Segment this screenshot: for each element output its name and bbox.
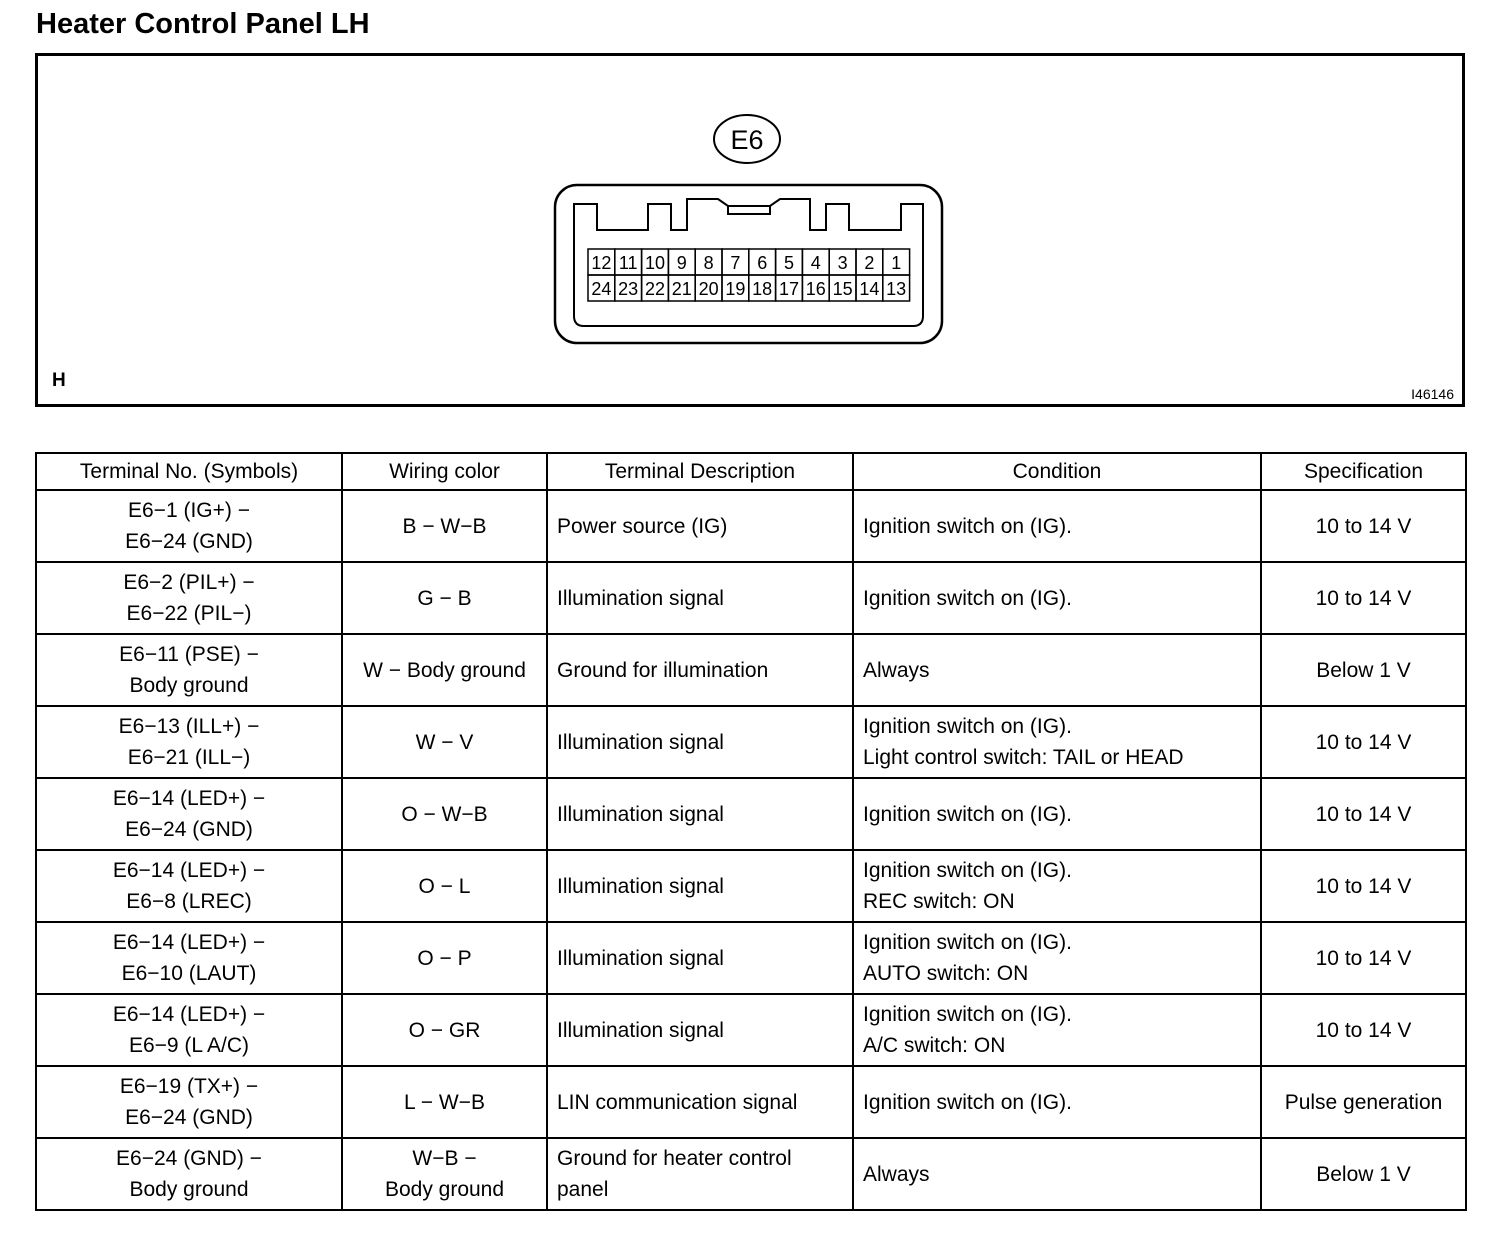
table-row (36, 490, 1466, 562)
cell-wiring-color-line: L − W−B (404, 1090, 485, 1114)
terminal-number: 23 (618, 279, 639, 299)
cell-wiring-color-line: B − W−B (402, 514, 487, 538)
cell-condition (853, 490, 1261, 562)
cell-condition (853, 1138, 1261, 1210)
cell-condition-line: Ignition switch on (IG). (863, 715, 1072, 738)
table-row (36, 1066, 1466, 1138)
cell-wiring-color (342, 994, 547, 1066)
cell-terminal (36, 778, 342, 850)
cell-specification: 10 to 14 V (1261, 778, 1466, 850)
connector-lock-tab (728, 206, 770, 214)
cell-description (547, 922, 853, 994)
table-row (36, 778, 1466, 850)
figure-id: I46146 (1411, 386, 1454, 402)
terminal-number: 18 (752, 279, 773, 299)
cell-description-line: panel (557, 1178, 609, 1201)
cell-terminal (36, 994, 342, 1066)
cell-condition-line: Ignition switch on (IG). (863, 802, 1072, 826)
cell-terminal-line: E6−10 (LAUT) (121, 962, 257, 985)
cell-condition (853, 1066, 1261, 1138)
cell-condition (853, 850, 1261, 922)
cell-specification: 10 to 14 V (1261, 562, 1466, 634)
cell-description (547, 706, 853, 778)
header-terminal: Terminal No. (Symbols) (36, 453, 342, 490)
terminal-number: 12 (591, 253, 612, 273)
cell-condition-line: Ignition switch on (IG). (863, 1090, 1072, 1114)
cell-condition (853, 562, 1261, 634)
cell-terminal-line: E6−14 (LED+) − (112, 931, 266, 954)
cell-wiring-color (342, 850, 547, 922)
terminal-number: 14 (859, 279, 880, 299)
connector-label: E6 (730, 125, 764, 155)
header-condition: Condition (853, 453, 1261, 490)
header-description: Terminal Description (547, 453, 853, 490)
cell-condition (853, 634, 1261, 706)
cell-wiring-color (342, 634, 547, 706)
cell-terminal-line: E6−21 (ILL−) (127, 746, 251, 769)
cell-condition-line: Always (863, 658, 930, 682)
cell-specification: 10 to 14 V (1261, 994, 1466, 1066)
cell-wiring-color (342, 1138, 547, 1210)
corner-letter: H (52, 370, 66, 391)
cell-wiring-color (342, 562, 547, 634)
cell-condition-line: REC switch: ON (863, 890, 1015, 913)
cell-wiring-color-line: Body ground (384, 1178, 505, 1201)
cell-condition-line: Ignition switch on (IG). (863, 931, 1072, 954)
cell-description (547, 850, 853, 922)
cell-terminal-line: Body ground (129, 1178, 249, 1201)
cell-specification: Below 1 V (1261, 1138, 1466, 1210)
connector-drawing (38, 56, 1462, 404)
table-header-row (36, 453, 1466, 490)
table-row (36, 850, 1466, 922)
cell-condition-line: Ignition switch on (IG). (863, 586, 1072, 610)
terminal-number: 2 (864, 253, 875, 273)
terminal-grid (588, 249, 910, 301)
terminal-number: 9 (676, 253, 687, 273)
cell-terminal-line: E6−14 (LED+) − (112, 787, 266, 810)
terminal-number: 20 (698, 279, 719, 299)
cell-specification: 10 to 14 V (1261, 850, 1466, 922)
terminal-number: 24 (591, 279, 612, 299)
cell-wiring-color-line: G − B (417, 586, 472, 610)
cell-condition (853, 706, 1261, 778)
terminal-number: 5 (783, 253, 795, 273)
terminal-number: 8 (703, 253, 714, 273)
cell-wiring-color-line: O − L (418, 874, 471, 898)
cell-description-line: LIN communication signal (557, 1090, 798, 1114)
terminal-number: 15 (832, 279, 853, 299)
cell-terminal (36, 562, 342, 634)
cell-description-line: Illumination signal (557, 874, 724, 898)
terminal-number: 6 (757, 253, 768, 273)
cell-description-line: Ground for heater control (557, 1147, 792, 1170)
terminal-number: 16 (805, 279, 826, 299)
cell-specification: 10 to 14 V (1261, 922, 1466, 994)
table-row (36, 922, 1466, 994)
cell-description (547, 1138, 853, 1210)
cell-terminal-line: E6−9 (L A/C) (128, 1034, 250, 1057)
cell-wiring-color (342, 706, 547, 778)
terminal-number: 21 (671, 279, 692, 299)
cell-terminal-line: E6−8 (LREC) (126, 890, 252, 913)
cell-terminal-line: E6−24 (GND) (125, 1106, 253, 1129)
cell-description (547, 994, 853, 1066)
cell-wiring-color-line: O − P (417, 946, 472, 970)
cell-terminal-line: E6−19 (TX+) − (119, 1075, 259, 1098)
cell-description-line: Illumination signal (557, 586, 724, 610)
cell-terminal (36, 1066, 342, 1138)
cell-description-line: Illumination signal (557, 730, 724, 754)
cell-description (547, 562, 853, 634)
cell-description (547, 490, 853, 562)
cell-wiring-color-line: W−B − (412, 1147, 477, 1170)
header-specification: Specification (1261, 453, 1466, 490)
cell-wiring-color-line: O − W−B (401, 802, 488, 826)
cell-terminal-line: E6−22 (PIL−) (126, 602, 252, 625)
table-row (36, 994, 1466, 1066)
terminal-number: 17 (778, 279, 800, 299)
cell-terminal (36, 706, 342, 778)
terminal-number: 22 (644, 279, 666, 299)
cell-specification: Below 1 V (1261, 634, 1466, 706)
cell-terminal (36, 634, 342, 706)
cell-terminal-line: E6−11 (PSE) − (119, 643, 259, 666)
header-wiring-color: Wiring color (342, 453, 547, 490)
cell-wiring-color-line: O − GR (408, 1018, 481, 1042)
cell-condition (853, 922, 1261, 994)
cell-condition-line: A/C switch: ON (863, 1034, 1006, 1057)
terminal-number: 3 (837, 253, 848, 273)
terminal-number: 10 (644, 253, 666, 273)
cell-description (547, 634, 853, 706)
cell-wiring-color (342, 778, 547, 850)
table-row (36, 562, 1466, 634)
cell-terminal-line: E6−1 (IG+) − (128, 499, 250, 522)
terminal-number: 7 (730, 253, 741, 273)
cell-description-line: Illumination signal (557, 1018, 724, 1042)
table-row (36, 634, 1466, 706)
cell-description-line: Illumination signal (557, 946, 724, 970)
cell-condition-line: Ignition switch on (IG). (863, 514, 1072, 538)
cell-specification: 10 to 14 V (1261, 706, 1466, 778)
cell-condition (853, 994, 1261, 1066)
cell-terminal (36, 850, 342, 922)
terminal-number: 11 (618, 253, 638, 273)
cell-condition-line: Always (863, 1162, 930, 1186)
cell-terminal (36, 1138, 342, 1210)
cell-wiring-color (342, 922, 547, 994)
cell-condition-line: Ignition switch on (IG). (863, 1003, 1072, 1026)
page-title: Heater Control Panel LH (36, 8, 370, 40)
cell-description-line: Illumination signal (557, 802, 724, 826)
terminal-spec-table (35, 452, 1467, 1211)
cell-condition (853, 778, 1261, 850)
terminal-number: 19 (725, 279, 746, 299)
cell-terminal (36, 922, 342, 994)
cell-terminal-line: E6−13 (ILL+) − (118, 715, 260, 738)
cell-terminal-line: E6−14 (LED+) − (112, 859, 266, 882)
cell-specification: 10 to 14 V (1261, 490, 1466, 562)
cell-terminal-line: E6−14 (LED+) − (112, 1003, 266, 1026)
table-row (36, 1138, 1466, 1210)
cell-wiring-color-line: W − V (415, 730, 474, 754)
cell-terminal-line: E6−24 (GND) (125, 530, 253, 553)
cell-terminal-line: E6−24 (GND) − (116, 1147, 262, 1170)
cell-description (547, 778, 853, 850)
cell-condition-line: AUTO switch: ON (863, 962, 1029, 985)
cell-specification: Pulse generation (1261, 1066, 1466, 1138)
table-row (36, 706, 1466, 778)
cell-terminal-line: Body ground (129, 674, 249, 697)
connector-diagram (35, 53, 1465, 407)
cell-wiring-color (342, 1066, 547, 1138)
terminal-number: 1 (891, 253, 902, 273)
cell-terminal-line: E6−2 (PIL+) − (123, 571, 255, 594)
cell-description-line: Ground for illumination (557, 658, 769, 682)
terminal-number: 4 (810, 253, 821, 273)
cell-description-line: Power source (IG) (557, 514, 728, 538)
terminal-number: 13 (886, 279, 907, 299)
cell-description (547, 1066, 853, 1138)
cell-terminal (36, 490, 342, 562)
cell-wiring-color-line: W − Body ground (363, 658, 526, 682)
cell-terminal-line: E6−24 (GND) (125, 818, 253, 841)
cell-condition-line: Ignition switch on (IG). (863, 859, 1072, 882)
cell-condition-line: Light control switch: TAIL or HEAD (863, 746, 1184, 769)
cell-wiring-color (342, 490, 547, 562)
